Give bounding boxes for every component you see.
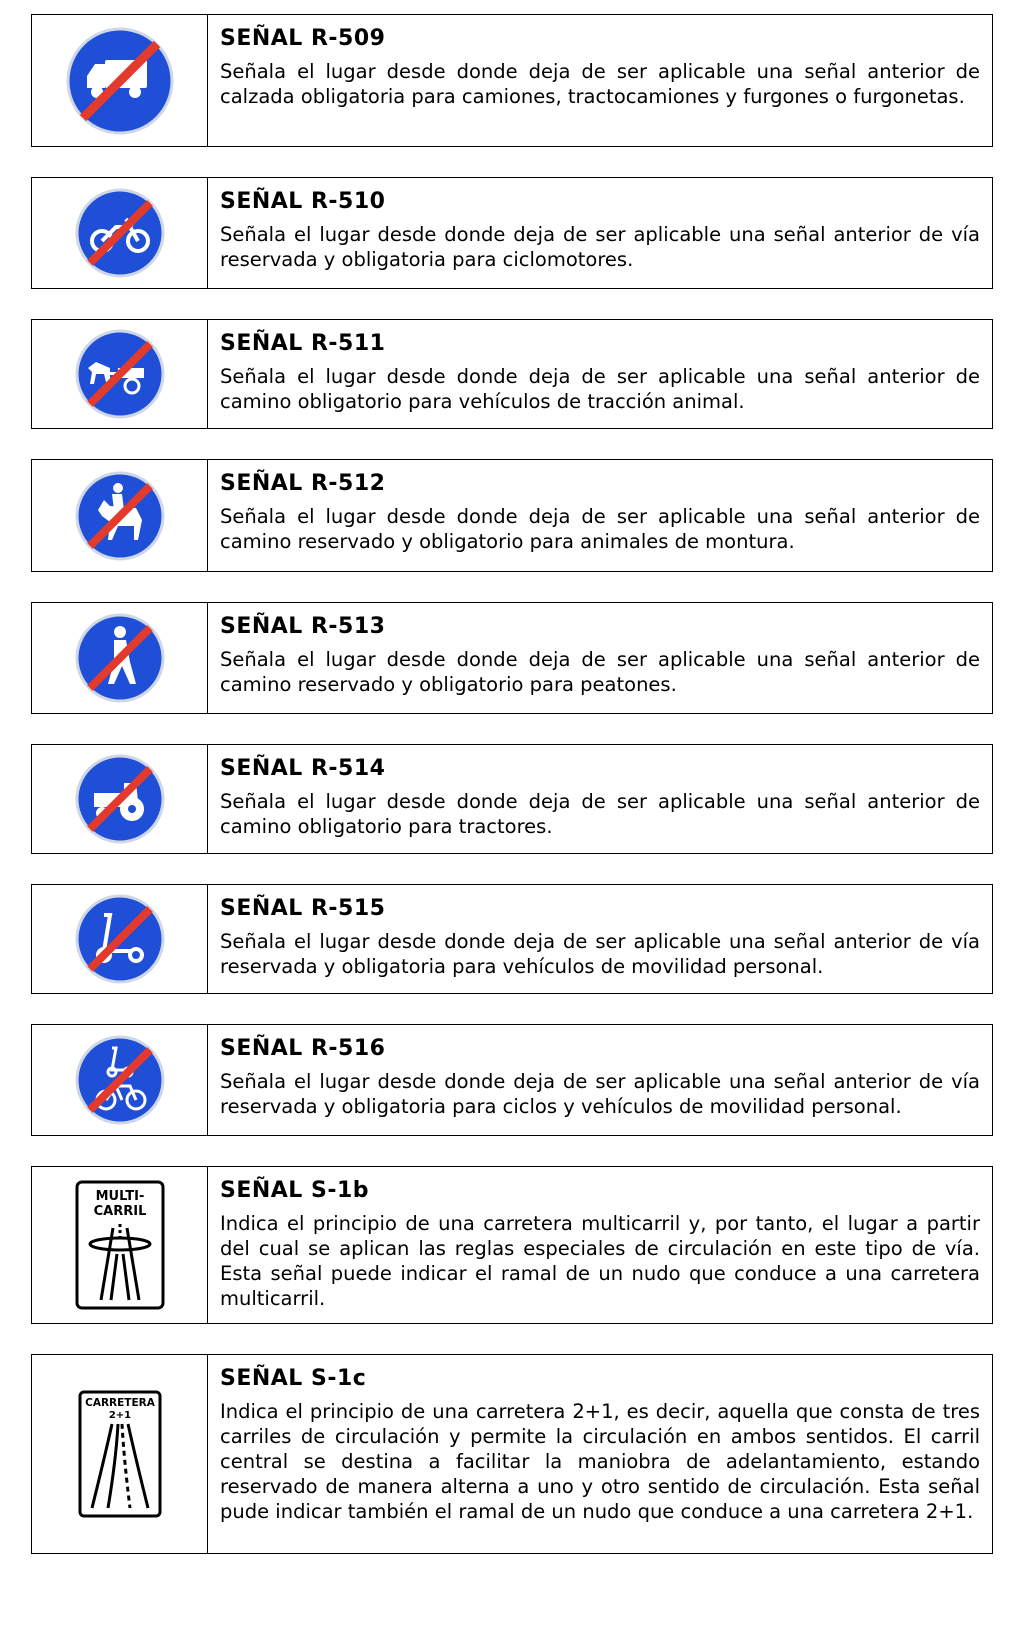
text-cell (208, 885, 992, 993)
scooter-icon (74, 893, 166, 985)
text-cell (208, 745, 992, 853)
sign-description: Indica el principio de una carretera 2+1, es decir, aquella que consta de tres carriles de circulación y permite la circulación en ambos sentidos. El carril central se destina a facilitar la maniobra de adelantamiento, estando reservado de manera alterna a uno y otro sentido de circulación. Esta señal pude indicar también el ramal de un nudo que conduce a una carretera 2+1. (220, 1400, 980, 1523)
sign-description: Señala el lugar desde donde deja de ser aplicable una señal anterior de calzada obligatoria para camiones, tractocamiones y furgones o furgonetas. (220, 60, 980, 108)
moped-icon (74, 187, 166, 279)
text-cell (208, 1355, 992, 1553)
sign-row-s1c (31, 1354, 993, 1554)
icon-cell (32, 15, 208, 146)
sign-title: SEÑAL R-512 (220, 471, 386, 496)
bicycle-scooter-icon (74, 1034, 166, 1126)
sign-row-r511 (31, 319, 993, 429)
text-cell (208, 1167, 992, 1323)
sign-title: SEÑAL R-515 (220, 896, 386, 921)
sign-row-r510 (31, 177, 993, 289)
text-cell (208, 1025, 992, 1135)
icon-cell (32, 1355, 208, 1553)
sign-row-r509 (31, 14, 993, 147)
sign-row-r515 (31, 884, 993, 994)
sign-row-s1b (31, 1166, 993, 1324)
sign-title: SEÑAL R-516 (220, 1036, 386, 1061)
icon-cell (32, 1167, 208, 1323)
text-cell (208, 320, 992, 428)
sign-description: Señala el lugar desde donde deja de ser aplicable una señal anterior de camino reservado y obligatorio para animales de montura. (220, 505, 980, 553)
truck-icon (65, 26, 175, 136)
sign-title: SEÑAL R-514 (220, 756, 386, 781)
icon-cell (32, 460, 208, 571)
sign-text-line-1: MULTI- (95, 1189, 144, 1204)
icon-cell (32, 885, 208, 993)
sign-title: SEÑAL R-509 (220, 26, 386, 51)
sign-title: SEÑAL S-1c (220, 1366, 367, 1391)
carretera-2-1-icon (78, 1390, 162, 1518)
sign-row-r512 (31, 459, 993, 572)
sign-text-line-2: 2+1 (108, 1410, 131, 1421)
sign-description: Indica el principio de una carretera multicarril y, por tanto, el lugar a partir del cual se aplican las reglas especiales de circulación en este tipo de vía. Esta señal puede indicar el ramal de un nudo que conduce a una carretera multicarril. (220, 1212, 980, 1310)
horse-cart-icon (74, 328, 166, 420)
sign-description: Señala el lugar desde donde deja de ser aplicable una señal anterior de camino obligatorio para vehículos de tracción animal. (220, 365, 980, 413)
multicarril-icon (75, 1180, 165, 1310)
sign-description: Señala el lugar desde donde deja de ser aplicable una señal anterior de vía reservada y obligatoria para ciclomotores. (220, 223, 980, 271)
sign-description: Señala el lugar desde donde deja de ser aplicable una señal anterior de vía reservada y obligatoria para ciclos y vehículos de movilidad personal. (220, 1070, 980, 1118)
sign-title: SEÑAL R-513 (220, 614, 386, 639)
sign-description: Señala el lugar desde donde deja de ser aplicable una señal anterior de camino obligatorio para tractores. (220, 790, 980, 838)
icon-cell (32, 745, 208, 853)
pedestrian-icon (74, 612, 166, 704)
icon-cell (32, 603, 208, 713)
text-cell (208, 603, 992, 713)
icon-cell (32, 178, 208, 288)
text-cell (208, 15, 992, 146)
sign-description: Señala el lugar desde donde deja de ser aplicable una señal anterior de camino reservado y obligatorio para peatones. (220, 648, 980, 696)
sign-row-r516 (31, 1024, 993, 1136)
tractor-icon (74, 753, 166, 845)
horse-rider-icon (74, 470, 166, 562)
text-cell (208, 178, 992, 288)
sign-title: SEÑAL R-510 (220, 189, 386, 214)
icon-cell (32, 320, 208, 428)
sign-text-line-1: CARRETERA (84, 1397, 155, 1409)
sign-title: SEÑAL R-511 (220, 331, 386, 356)
sign-description: Señala el lugar desde donde deja de ser aplicable una señal anterior de vía reservada y obligatoria para vehículos de movilidad personal. (220, 930, 980, 978)
sign-row-r513 (31, 602, 993, 714)
sign-text-line-2: CARRIL (93, 1204, 146, 1219)
sign-row-r514 (31, 744, 993, 854)
sign-title: SEÑAL S-1b (220, 1178, 370, 1203)
text-cell (208, 460, 992, 571)
icon-cell (32, 1025, 208, 1135)
